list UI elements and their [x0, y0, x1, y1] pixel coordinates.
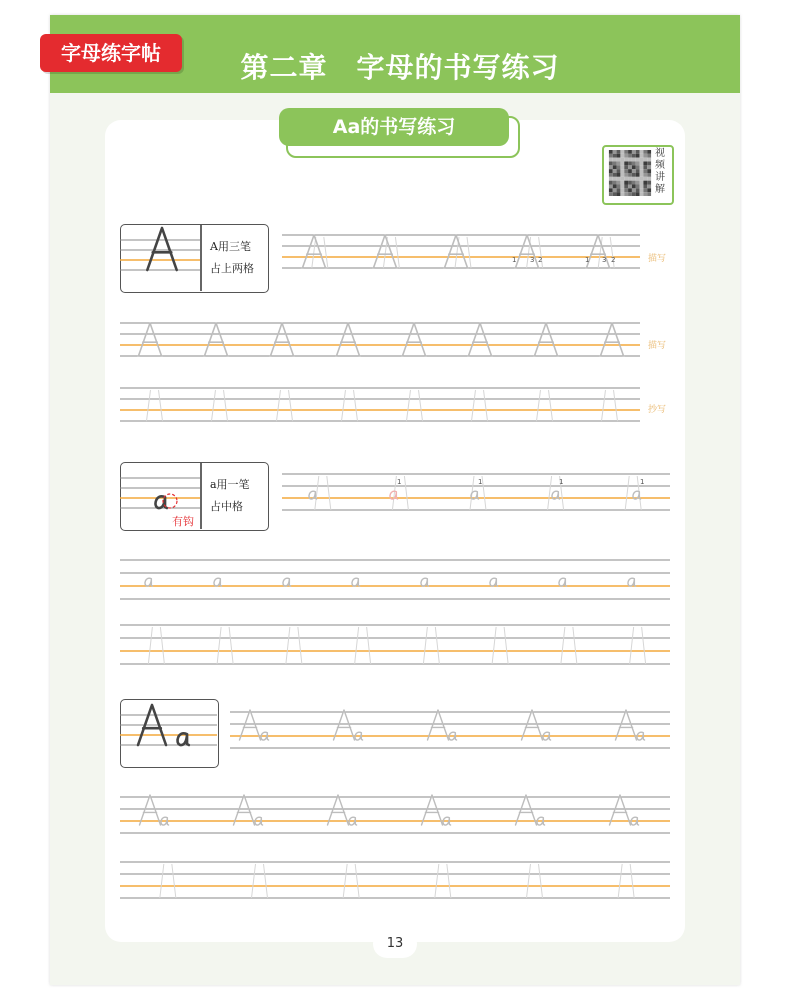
copy-cell-guide [355, 627, 371, 664]
copy-cell-guide [435, 864, 451, 898]
stroke-number: 1 [512, 256, 517, 264]
rule-note-uppercase-1: A用三笔 [210, 240, 251, 253]
trace-glyph-lowercase [214, 578, 222, 586]
qr-label: 视频讲解 [655, 148, 665, 195]
copy-cell-guide [630, 627, 646, 664]
trace-glyph-uppercase [534, 323, 557, 356]
chapter-title: 第二章 字母的书写练习 [240, 51, 560, 84]
page-number: 13 [373, 930, 417, 958]
stroke-number: 1 [478, 478, 483, 486]
rule-note-uppercase-2: 占上两格 [210, 262, 254, 275]
trace-glyph-lowercase [283, 578, 291, 586]
stroke-number: 1 [397, 478, 402, 486]
stroke-number: 2 [538, 256, 543, 264]
trace-glyph-lowercase [628, 578, 636, 586]
copy-cell-guide [160, 864, 176, 898]
trace-glyph-uppercase [336, 323, 359, 356]
copy-cell-guide [618, 864, 634, 898]
stroke-number: 3 [602, 256, 607, 264]
copy-cell-guide [407, 390, 423, 421]
stroke-number: 1 [640, 478, 645, 486]
trace-glyph-lowercase [145, 578, 153, 586]
trace-glyph-uppercase [402, 323, 425, 356]
copy-cell-guide [217, 627, 233, 664]
copy-cell-guide [147, 390, 163, 421]
copy-cell-guide [277, 390, 293, 421]
copy-cell-guide [561, 627, 577, 664]
section-title: Aa的书写练习 [279, 108, 509, 146]
copy-cell-guide [423, 627, 439, 664]
trace-cell-guide [315, 476, 331, 510]
copy-cell-guide [343, 864, 359, 898]
stroke-number: 1 [559, 478, 564, 486]
copy-cell-guide [527, 864, 543, 898]
trace-glyph-uppercase [373, 235, 396, 268]
stroke-number: 1 [585, 256, 590, 264]
row-label-trace: 描写 [648, 341, 667, 351]
trace-glyph-uppercase [138, 323, 161, 356]
trace-glyph-lowercase [352, 578, 360, 586]
row-label-copy: 抄写 [648, 405, 667, 415]
trace-glyph-uppercase [270, 323, 293, 356]
trace-glyph-lowercase [552, 491, 560, 499]
rule-note-lowercase-1: a用一笔 [210, 478, 250, 491]
trace-glyph-uppercase [204, 323, 227, 356]
stroke-number: 2 [611, 256, 616, 264]
trace-glyph-uppercase [468, 323, 491, 356]
copy-cell-guide [602, 390, 618, 421]
trace-glyph-lowercase [490, 578, 498, 586]
copy-cell-guide [252, 864, 268, 898]
rule-note-lowercase-2: 占中格 [210, 500, 243, 513]
book-tag: 字母练字帖 [40, 34, 182, 72]
copy-cell-guide [342, 390, 358, 421]
trace-glyph-lowercase [309, 491, 317, 499]
copy-cell-guide [492, 627, 508, 664]
trace-cell-guide [455, 237, 471, 268]
copy-cell-guide [286, 627, 302, 664]
copy-cell-guide [148, 627, 164, 664]
copy-cell-guide [212, 390, 228, 421]
copy-cell-guide [537, 390, 553, 421]
model-letter-uppercase [147, 228, 176, 270]
copy-cell-guide [472, 390, 488, 421]
trace-glyph-lowercase [421, 578, 429, 586]
stroke-number: 3 [530, 256, 535, 264]
trace-glyph-lowercase [633, 491, 641, 499]
row-label-trace: 描写 [648, 254, 667, 264]
trace-glyph-uppercase [600, 323, 623, 356]
trace-glyph-lowercase [559, 578, 567, 586]
hook-hint: 有钩 [172, 515, 194, 528]
